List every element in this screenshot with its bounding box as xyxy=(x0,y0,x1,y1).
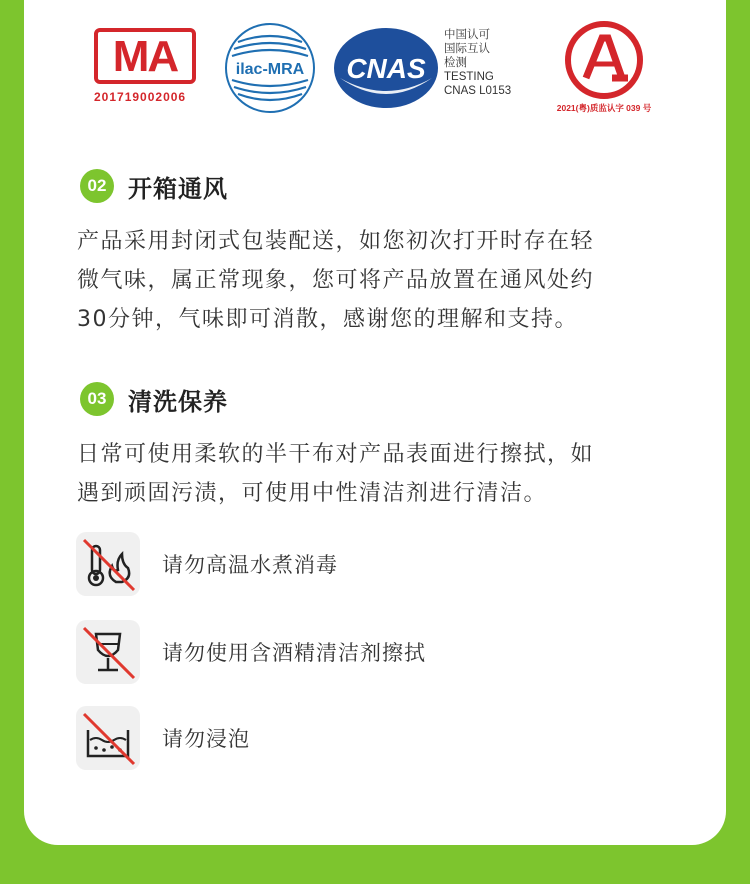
cnas-line: TESTING xyxy=(444,71,494,83)
cal-logo xyxy=(556,20,652,114)
content-card xyxy=(24,0,726,845)
paragraph-line: 遇到顽固污渍，可使用中性清洁剂进行清洁。 xyxy=(77,481,548,506)
section-number-badge: 03 xyxy=(80,382,114,416)
cnas-logo xyxy=(332,26,440,110)
paragraph-line: 产品采用封闭式包装配送，如您初次打开时存在轻 xyxy=(77,229,595,254)
ilac-mra-logo xyxy=(224,22,316,114)
cleaning-paragraph xyxy=(77,435,677,513)
cnas-description xyxy=(444,28,511,98)
paragraph-line: 30分钟，气味即可消散，感谢您的理解和支持。 xyxy=(77,307,578,332)
cnas-mark: CNAS xyxy=(346,53,426,84)
certification-logos xyxy=(24,0,726,130)
warning-no-alcohol xyxy=(76,620,426,684)
warning-label: 请勿高温水煮消毒 xyxy=(162,553,338,577)
cnas-line: 中国认可 xyxy=(444,29,490,41)
warning-label: 请勿浸泡 xyxy=(162,727,250,751)
section-title: 开箱通风 xyxy=(128,174,228,203)
section-title: 清洗保养 xyxy=(128,387,228,416)
cnas-line: CNAS L0153 xyxy=(444,85,512,97)
cma-logo xyxy=(94,28,204,104)
cma-number: 201719002006 xyxy=(94,90,187,104)
section-heading-cleaning xyxy=(80,381,228,417)
ventilation-paragraph xyxy=(77,222,677,339)
cnas-line: 国际互认 xyxy=(444,43,490,55)
warning-label: 请勿使用含酒精清洁剂擦拭 xyxy=(162,641,426,665)
section-heading-ventilation xyxy=(80,168,228,204)
no-high-temperature-icon xyxy=(76,532,140,596)
section-number-badge: 02 xyxy=(80,169,114,203)
paragraph-line: 日常可使用柔软的半干布对产品表面进行擦拭，如 xyxy=(77,442,595,467)
no-soaking-icon xyxy=(76,706,140,770)
warning-no-soaking xyxy=(76,706,250,770)
paragraph-line: 微气味，属正常现象，您可将产品放置在通风处约 xyxy=(77,268,595,293)
cal-number: 2021(粤)质监认字 039 号 xyxy=(556,103,652,113)
cnas-line: 检测 xyxy=(444,57,467,69)
no-alcohol-icon xyxy=(76,620,140,684)
ilac-mark: ilac-MRA xyxy=(235,61,305,78)
cma-mark: MA xyxy=(94,28,196,84)
warning-no-high-temperature xyxy=(76,532,338,596)
